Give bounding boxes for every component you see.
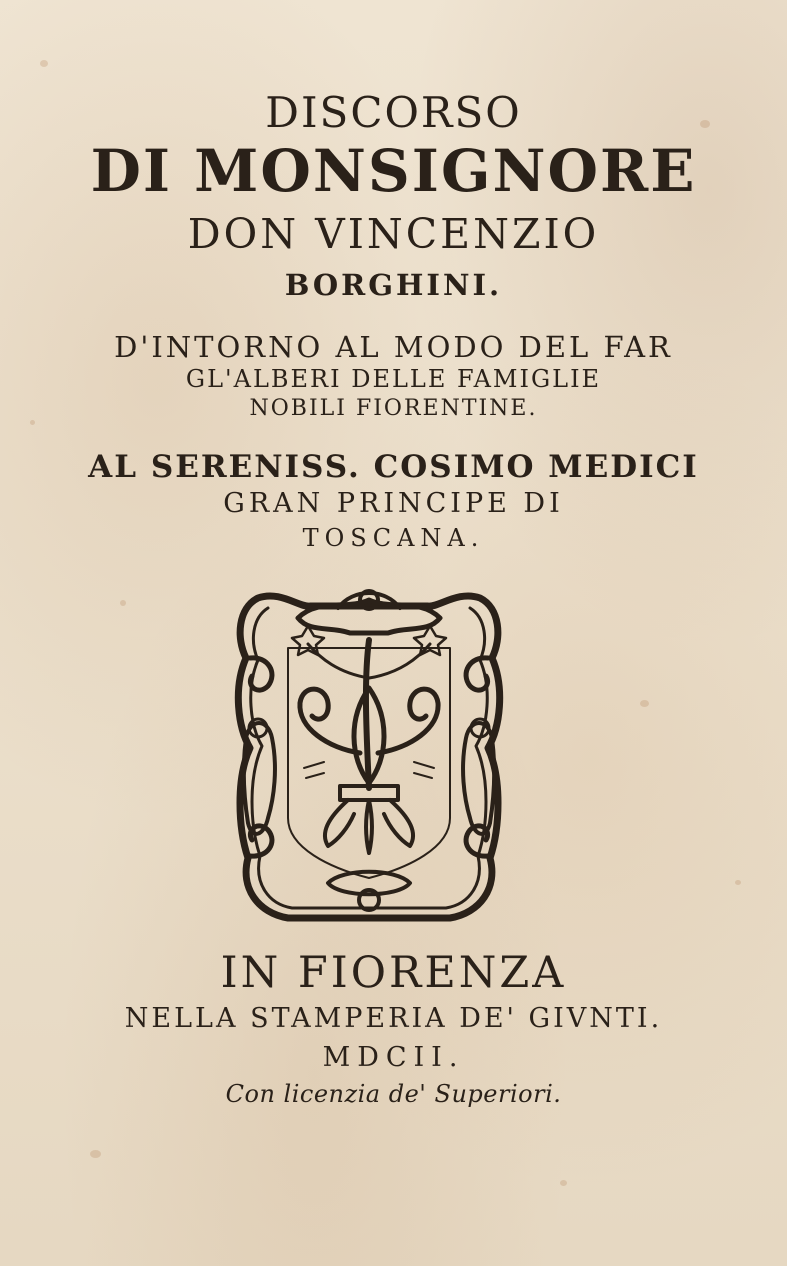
stain <box>560 1180 567 1186</box>
subtitle-line-2: GL'ALBERI DELLE FAMIGLIE <box>185 365 602 393</box>
stain <box>90 1150 101 1158</box>
dedication-line-1: AL SERENISS. COSIMO MEDICI <box>88 449 699 485</box>
medici-fleur-de-lis-woodcut-emblem <box>228 578 510 930</box>
imprint-place: IN FIORENZA <box>220 948 567 998</box>
author-line-vincenzio: DON VINCENZIO <box>187 210 600 258</box>
dedication-line-2: GRAN PRINCIPE DI <box>223 488 564 519</box>
stain <box>30 420 35 425</box>
stain <box>735 880 741 885</box>
imprint-printer: NELLA STAMPERIA DE' GIVNTI. <box>124 1003 663 1034</box>
imprint-license: Con licenzia de' Superiori. <box>225 1080 562 1108</box>
stain <box>640 700 649 707</box>
dedication-line-3: TOSCANA. <box>302 524 485 552</box>
stain <box>40 60 48 67</box>
subtitle-line-1: D'INTORNO AL MODO DEL FAR <box>114 330 673 364</box>
stain <box>120 600 126 606</box>
author-line-borghini: BORGHINI. <box>284 268 503 302</box>
imprint-year: MDCII. <box>322 1042 465 1073</box>
title-line-discorso: DISCORSO <box>265 88 522 137</box>
title-line-monsignore: DI MONSIGNORE <box>90 137 697 205</box>
subtitle-line-3: NOBILI FIORENTINE. <box>249 396 538 421</box>
